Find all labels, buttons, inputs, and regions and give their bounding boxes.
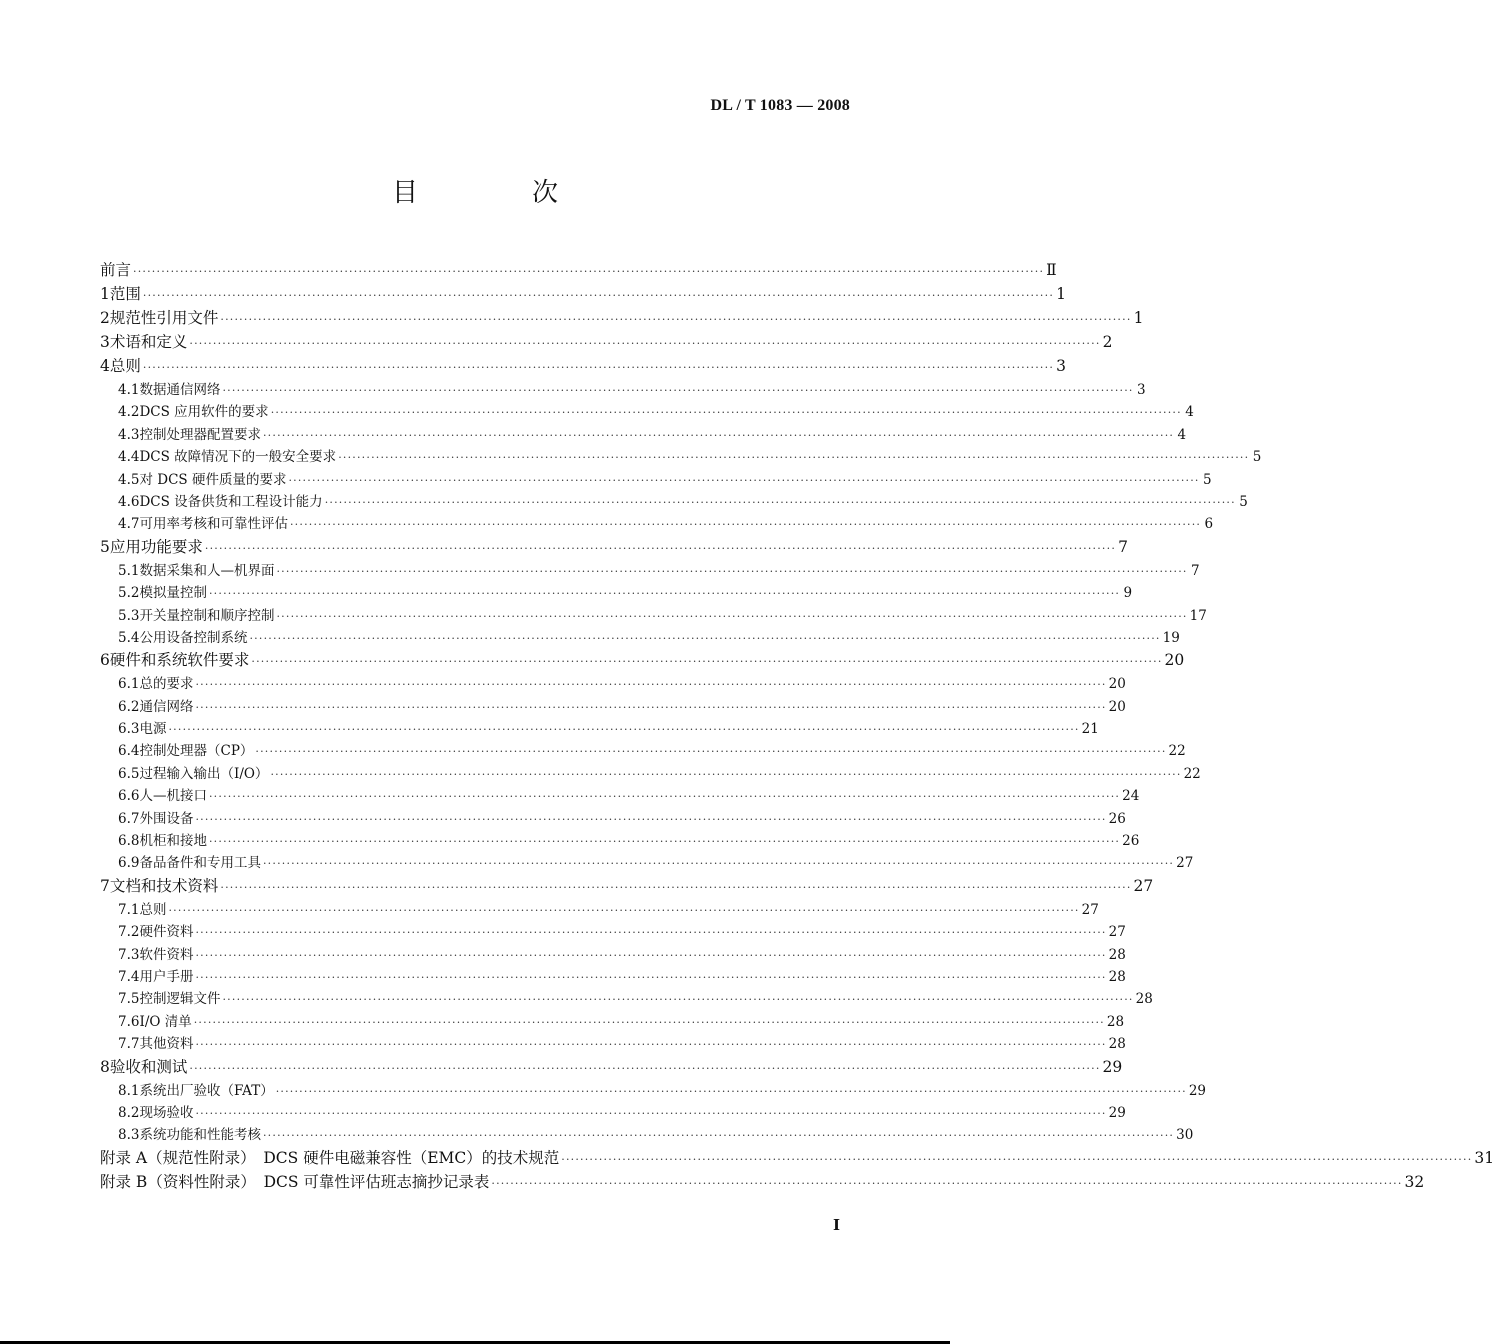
toc-entry-title: 系统功能和性能考核 — [139, 1127, 261, 1144]
toc-leader-dots — [288, 474, 1199, 487]
toc-entry-page: 28 — [1108, 946, 1126, 963]
toc-leader-dots — [195, 813, 1106, 826]
toc-entry[interactable] — [100, 423, 1187, 445]
toc-entry-title: 总则 — [109, 357, 141, 375]
toc-entry-page: 21 — [1081, 721, 1099, 738]
toc-entry-title: 软件资料 — [139, 946, 194, 963]
toc-leader-dots — [143, 361, 1054, 374]
toc-entry-title: 总的要求 — [139, 676, 194, 693]
toc-entry-title: 通信网络 — [139, 698, 194, 715]
toc-entry[interactable] — [100, 784, 1140, 806]
toc-entry-title: 术语和定义 — [109, 333, 188, 351]
toc-entry-title: 硬件和系统软件要求 — [109, 651, 250, 670]
toc-leader-dots — [168, 723, 1079, 736]
toc-entry-page: 26 — [1122, 833, 1140, 850]
toc-entry-page: 26 — [1108, 810, 1126, 827]
toc-leader-dots — [491, 1177, 1402, 1190]
toc-entry-title: 应用功能要求 — [109, 537, 203, 556]
toc-entry-page: 4 — [1177, 426, 1187, 443]
toc-leader-dots — [195, 971, 1106, 984]
toc-entry-number: 6 — [100, 651, 110, 670]
toc-entry-number: 6.1 — [118, 676, 140, 693]
toc-entry-title: 控制处理器配置要求 — [139, 426, 261, 443]
toc-entry-number: 7.2 — [118, 924, 140, 941]
toc-entry-page: 24 — [1122, 788, 1140, 805]
toc-entry[interactable] — [100, 920, 1126, 942]
toc-entry-page: 17 — [1189, 607, 1207, 624]
toc-entry[interactable] — [100, 943, 1126, 965]
toc-entry-number: 7 — [100, 876, 110, 895]
toc-entry-page: 5 — [1239, 493, 1248, 510]
toc-entry-number: 8.1 — [118, 1082, 140, 1099]
toc-entry-title: I/O 清单 — [139, 1013, 192, 1030]
toc-entry-page: 31 — [1474, 1148, 1494, 1167]
toc-entry-number: 4.6 — [118, 493, 140, 510]
toc-entry-page: 28 — [1106, 1013, 1125, 1030]
toc-entry-page: 22 — [1183, 765, 1201, 782]
toc-entry-page: 19 — [1162, 629, 1180, 646]
toc-leader-dots — [263, 1129, 1174, 1142]
toc-entry-title: 控制处理器（CP） — [139, 743, 254, 760]
toc-entry-title: 现场验收 — [139, 1104, 194, 1121]
toc-leader-dots — [271, 406, 1182, 419]
toc-entry[interactable] — [100, 851, 1194, 873]
toc-entry[interactable] — [100, 1055, 1123, 1079]
standard-code: DL / T 1083 — 2008 — [710, 97, 850, 114]
toc-entry-page: 20 — [1108, 698, 1126, 715]
toc-leader-dots — [189, 337, 1100, 350]
toc-entry-title: 开关量控制和顺序控制 — [139, 607, 275, 624]
toc-entry-number: 7.6 — [118, 1013, 140, 1030]
toc-entry-page: 27 — [1108, 924, 1126, 941]
toc-entry-number: 8 — [100, 1057, 110, 1076]
toc-entry-number: 7.7 — [118, 1036, 140, 1053]
toc-entry[interactable] — [100, 695, 1126, 717]
toc-entry-title: 电源 — [139, 721, 167, 738]
toc-leader-dots — [133, 265, 1044, 278]
toc-entry-number: 5.3 — [118, 607, 140, 624]
toc-leader-dots — [276, 565, 1187, 578]
toc-entry[interactable] — [100, 330, 1113, 354]
toc-entry-title: 附录 B（资料性附录） DCS 可靠性评估班志摘抄记录表 — [100, 1172, 490, 1191]
toc-leader-dots — [222, 993, 1133, 1006]
page-title: 目 次 — [391, 178, 602, 208]
toc-entry-number: 7.3 — [118, 946, 140, 963]
toc-entry-page: 28 — [1135, 991, 1153, 1008]
toc-entry-page: 30 — [1176, 1127, 1194, 1144]
toc-entry[interactable] — [100, 306, 1144, 330]
toc-entry-number: 4.2 — [118, 404, 140, 421]
toc-entry-number: 4 — [100, 357, 110, 375]
toc-entry[interactable] — [100, 829, 1140, 851]
toc-entry-number: 7.4 — [118, 968, 140, 985]
toc-entry-title: 模拟量控制 — [139, 585, 207, 602]
toc-entry[interactable] — [100, 378, 1146, 400]
toc-leader-dots — [290, 518, 1201, 531]
toc-entry[interactable] — [100, 1123, 1194, 1145]
toc-entry[interactable] — [100, 807, 1126, 829]
toc-leader-dots — [263, 857, 1174, 870]
toc-leader-dots — [222, 384, 1133, 397]
toc-entry[interactable] — [100, 468, 1212, 490]
toc-entry-page: 3 — [1137, 382, 1146, 398]
toc-entry[interactable] — [100, 965, 1126, 987]
toc-entry[interactable] — [100, 1079, 1207, 1101]
toc-leader-dots — [205, 542, 1116, 555]
toc-entry-page: 28 — [1108, 968, 1126, 985]
toc-entry-title: 公用设备控制系统 — [139, 629, 248, 646]
toc-entry-title: 系统出厂验收（FAT） — [139, 1082, 274, 1099]
toc-entry-page: Ⅱ — [1046, 261, 1057, 279]
toc-entry-title: 附录 A（规范性附录） DCS 硬件电磁兼容性（EMC）的技术规范 — [100, 1148, 560, 1167]
toc-entry[interactable] — [100, 559, 1200, 581]
toc-leader-dots — [325, 496, 1236, 509]
toc-entry[interactable] — [100, 1170, 1425, 1194]
toc-entry-number: 6.9 — [118, 855, 140, 872]
toc-entry[interactable] — [100, 739, 1186, 761]
toc-entry-title: DCS 应用软件的要求 — [139, 404, 269, 421]
toc-leader-dots — [194, 1016, 1105, 1029]
toc-entry-title: 控制逻辑文件 — [139, 991, 221, 1008]
toc-entry-number: 6.3 — [118, 721, 140, 738]
toc-leader-dots — [276, 1085, 1187, 1098]
toc-leader-dots — [251, 655, 1162, 668]
toc-entry-page: 1 — [1056, 285, 1067, 303]
toc-entry[interactable] — [100, 604, 1207, 626]
toc-entry-title: 可用率考核和可靠性评估 — [139, 516, 288, 533]
toc-entry[interactable] — [100, 1146, 1494, 1170]
toc-entry[interactable] — [100, 648, 1185, 672]
toc-leader-dots — [270, 768, 1181, 781]
toc-entry-page: 9 — [1123, 585, 1133, 602]
toc-entry-number: 4.7 — [118, 516, 140, 533]
toc-entry-number: 3 — [100, 333, 110, 351]
toc-entry-title: 机柜和接地 — [139, 833, 207, 850]
toc-entry-page: 32 — [1404, 1172, 1425, 1191]
toc-entry[interactable] — [100, 400, 1194, 422]
toc-entry[interactable] — [100, 717, 1099, 739]
toc-entry-title: 外围设备 — [139, 810, 194, 827]
toc-entry-number: 6.8 — [118, 833, 140, 850]
toc-entry[interactable] — [100, 445, 1262, 467]
toc-leader-dots — [209, 835, 1120, 848]
toc-entry-page: 5 — [1252, 449, 1262, 466]
toc-entry-title: 验收和测试 — [109, 1057, 188, 1076]
toc-entry[interactable] — [100, 581, 1133, 603]
toc-leader-dots — [195, 678, 1106, 691]
toc-entry-page: 29 — [1102, 1057, 1123, 1076]
toc-entry-title: 对 DCS 硬件质量的要求 — [139, 471, 287, 488]
toc-entry-page: 1 — [1133, 309, 1144, 327]
toc-entry-number: 4.3 — [118, 426, 140, 443]
toc-entry-title: 过程输入输出（I/O） — [139, 765, 269, 782]
toc-entry-number: 4.1 — [118, 382, 140, 398]
toc-entry[interactable] — [100, 987, 1153, 1009]
toc-entry-title: 总则 — [139, 901, 167, 918]
toc-entry-number: 6.5 — [118, 765, 140, 782]
toc-entry-page: 27 — [1176, 855, 1194, 872]
toc-leader-dots — [143, 289, 1054, 302]
toc-entry-page: 29 — [1108, 1104, 1126, 1121]
toc-entry-number: 5.4 — [118, 629, 140, 646]
toc-entry-number: 2 — [100, 309, 110, 327]
toc-entry-page: 4 — [1185, 404, 1194, 421]
toc-entry[interactable] — [100, 1032, 1126, 1054]
toc-leader-dots — [195, 701, 1106, 714]
toc-entry-page: 7 — [1191, 562, 1200, 579]
toc-entry-page: 5 — [1203, 471, 1212, 488]
toc-entry-number: 4.5 — [118, 471, 140, 488]
toc-entry-page: 7 — [1118, 537, 1129, 556]
toc-leader-dots — [220, 313, 1131, 326]
toc-entry-number: 8.3 — [118, 1127, 140, 1144]
toc-entry-title: 数据通信网络 — [139, 382, 221, 398]
toc-entry-number: 7.5 — [118, 991, 140, 1008]
toc-entry-title: 用户手册 — [139, 968, 194, 985]
toc-entry[interactable] — [100, 672, 1126, 694]
toc-entry-number: 6.4 — [118, 743, 140, 760]
toc-entry[interactable] — [100, 1101, 1126, 1123]
toc-entry-title: 其他资料 — [139, 1036, 194, 1053]
toc-entry[interactable] — [100, 354, 1067, 378]
toc-leader-dots — [209, 587, 1120, 600]
toc-leader-dots — [195, 949, 1106, 962]
toc-entry-title: 文档和技术资料 — [109, 876, 219, 895]
toc-entry[interactable] — [100, 898, 1099, 920]
toc-entry-page: 28 — [1108, 1036, 1126, 1053]
toc-leader-dots — [195, 1107, 1106, 1120]
toc-leader-dots — [189, 1062, 1100, 1075]
toc-entry-number: 6.6 — [118, 788, 140, 805]
toc-entry-title: DCS 设备供货和工程设计能力 — [139, 493, 323, 510]
toc-entry[interactable] — [100, 282, 1067, 306]
toc-entry-title: 前言 — [100, 261, 132, 279]
toc-leader-dots — [209, 790, 1120, 803]
toc-entry-page: 3 — [1056, 357, 1067, 375]
toc-entry-page: 22 — [1168, 743, 1186, 760]
toc-entry-page: 6 — [1204, 516, 1214, 533]
toc-leader-dots — [338, 451, 1249, 464]
page-number: I — [832, 1216, 840, 1234]
toc-entry-number: 5 — [100, 537, 110, 556]
toc-leader-dots — [561, 1153, 1472, 1166]
toc-entry-title: 数据采集和人—机界面 — [139, 562, 275, 579]
toc-entry[interactable] — [100, 490, 1248, 512]
toc-entry-title: DCS 故障情况下的一般安全要求 — [139, 449, 337, 466]
toc-entry-page: 20 — [1108, 676, 1126, 693]
toc-entry-page: 27 — [1081, 901, 1099, 918]
toc-entry-number: 5.1 — [118, 562, 140, 579]
toc-leader-dots — [255, 745, 1166, 758]
toc-entry-title: 备品备件和专用工具 — [139, 855, 261, 872]
toc-entry-number: 5.2 — [118, 585, 140, 602]
toc-entry-title: 人—机接口 — [139, 788, 207, 805]
toc-entry-title: 规范性引用文件 — [109, 309, 219, 327]
toc-entry-title: 硬件资料 — [139, 924, 194, 941]
table-of-contents — [100, 258, 1494, 1194]
toc-leader-dots — [168, 904, 1079, 917]
toc-entry-page: 27 — [1133, 876, 1154, 895]
toc-entry[interactable] — [100, 762, 1201, 784]
toc-leader-dots — [276, 610, 1187, 623]
toc-entry-number: 6.7 — [118, 810, 140, 827]
toc-entry[interactable] — [100, 1010, 1125, 1032]
toc-entry[interactable] — [100, 626, 1180, 648]
toc-entry[interactable] — [100, 512, 1214, 534]
toc-entry-page: 2 — [1102, 333, 1113, 351]
toc-leader-dots — [249, 632, 1160, 645]
toc-entry-number: 8.2 — [118, 1104, 140, 1121]
toc-entry-page: 20 — [1164, 651, 1185, 670]
toc-entry-page: 29 — [1188, 1082, 1207, 1099]
toc-entry-number: 7.1 — [118, 901, 140, 918]
toc-entry-number: 1 — [100, 285, 110, 303]
toc-entry-number: 6.2 — [118, 698, 140, 715]
toc-entry-title: 范围 — [109, 285, 141, 303]
toc-entry[interactable] — [100, 535, 1129, 559]
toc-entry-number: 4.4 — [118, 449, 140, 466]
toc-entry[interactable] — [100, 874, 1154, 898]
toc-leader-dots — [220, 881, 1131, 894]
toc-leader-dots — [195, 1038, 1106, 1051]
toc-entry[interactable] — [100, 258, 1057, 282]
toc-leader-dots — [195, 926, 1106, 939]
toc-leader-dots — [263, 429, 1174, 442]
